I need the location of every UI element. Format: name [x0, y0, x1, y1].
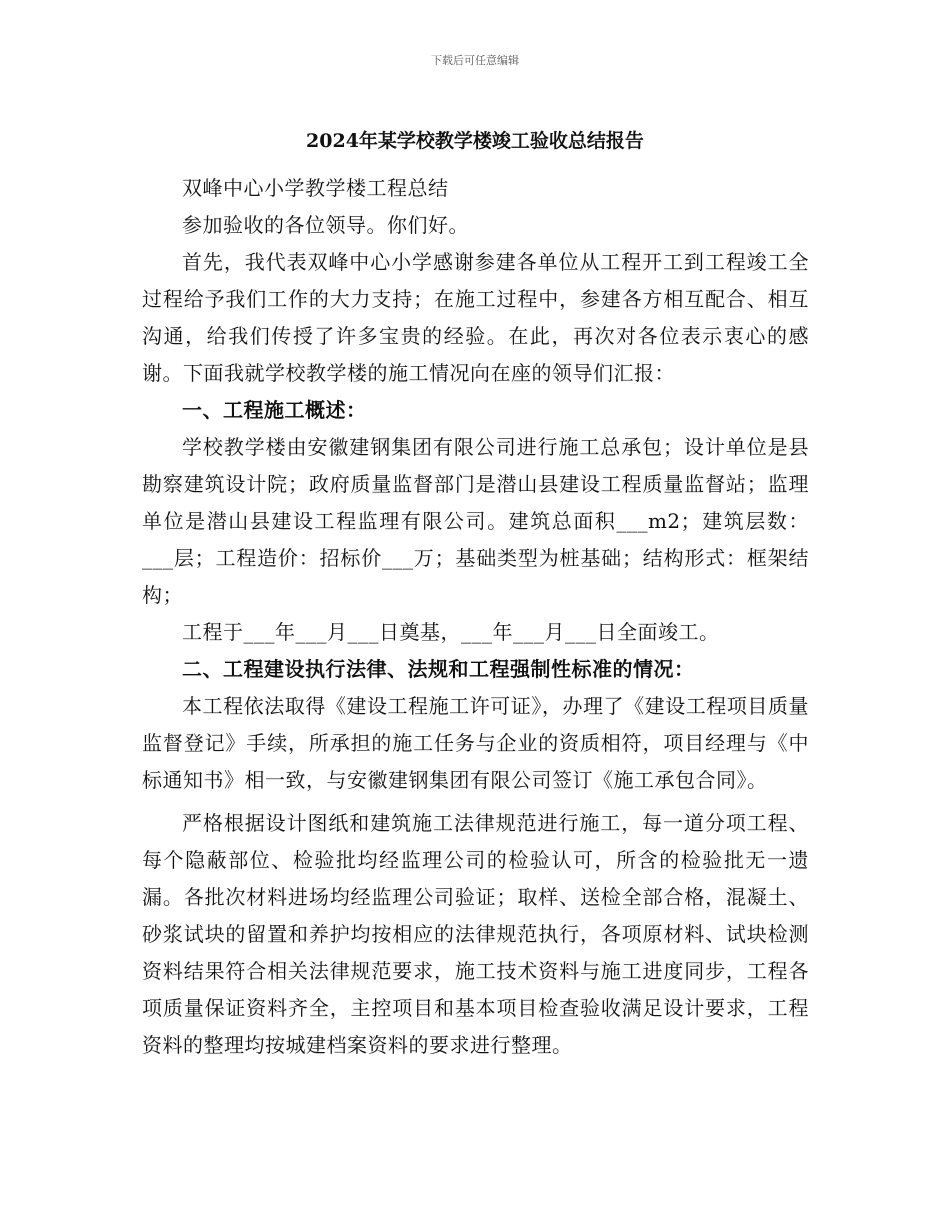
document-title: 2024年某学校教学楼竣工验收总结报告	[306, 130, 644, 152]
paragraph-intro: 首先，我代表双峰中心小学感谢参建各单位从工程开工到工程竣工全过程给予我们工作的大力支持；在施工过程中，参建各方相互配合、相互沟通，给我们传授了许多宝贵的经验。在此，再次对各位表示衷心的感谢。下面我就学校教学楼的施工情况向在座的领导们汇报：	[142, 250, 809, 385]
paragraph-permits: 本工程依法取得《建设工程施工许可证》，办理了《建设工程项目质量监督登记》手续，所承担的施工任务与企业的资质相符，项目经理与《中标通知书》相一致，与安徽建钢集团有限公司签订《施工承包合同》。	[142, 694, 809, 792]
document-body	[142, 170, 809, 1064]
paragraph-subtitle: 双峰中心小学教学楼工程总结	[182, 176, 449, 200]
paragraph-greeting: 参加验收的各位领导。你们好。	[182, 213, 469, 237]
header-note: 下载后可任意编辑	[431, 54, 519, 67]
paragraph-overview: 学校教学楼由安徽建钢集团有限公司进行施工总承包；设计单位是县勘察建筑设计院；政府质量监督部门是潜山县建设工程质量监督站；监理单位是潜山县建设工程监理有限公司。建筑总面积___m2；建筑层数：___层；工程造价：招标价___万；基础类型为桩基础；结构形式：框架结构；	[142, 435, 809, 607]
paragraph-dates: 工程于___年___月___日奠基，___年___月___日全面竣工。	[182, 620, 720, 644]
section-heading-2: 二、工程建设执行法律、法规和工程强制性标准的情况：	[182, 657, 695, 681]
paragraph-construction: 严格根据设计图纸和建筑施工法律规范进行施工，每一道分项工程、每个隐蔽部位、检验批均经监理公司的检验认可，所含的检验批无一遗漏。各批次材料进场均经监理公司验证；取样、送检全部合格，混凝土、砂浆试块的留置和养护均按相应的法律规范执行，各项原材料、试块检测资料结果符合相关法律规范要求，施工技术资料与施工进度同步，工程各项质量保证资料齐全，主控项目和基本项目检查验收满足设计要求，工程资料的整理均按城建档案资料的要求进行整理。	[142, 811, 809, 1057]
section-heading-1: 一、工程施工概述：	[182, 398, 367, 422]
